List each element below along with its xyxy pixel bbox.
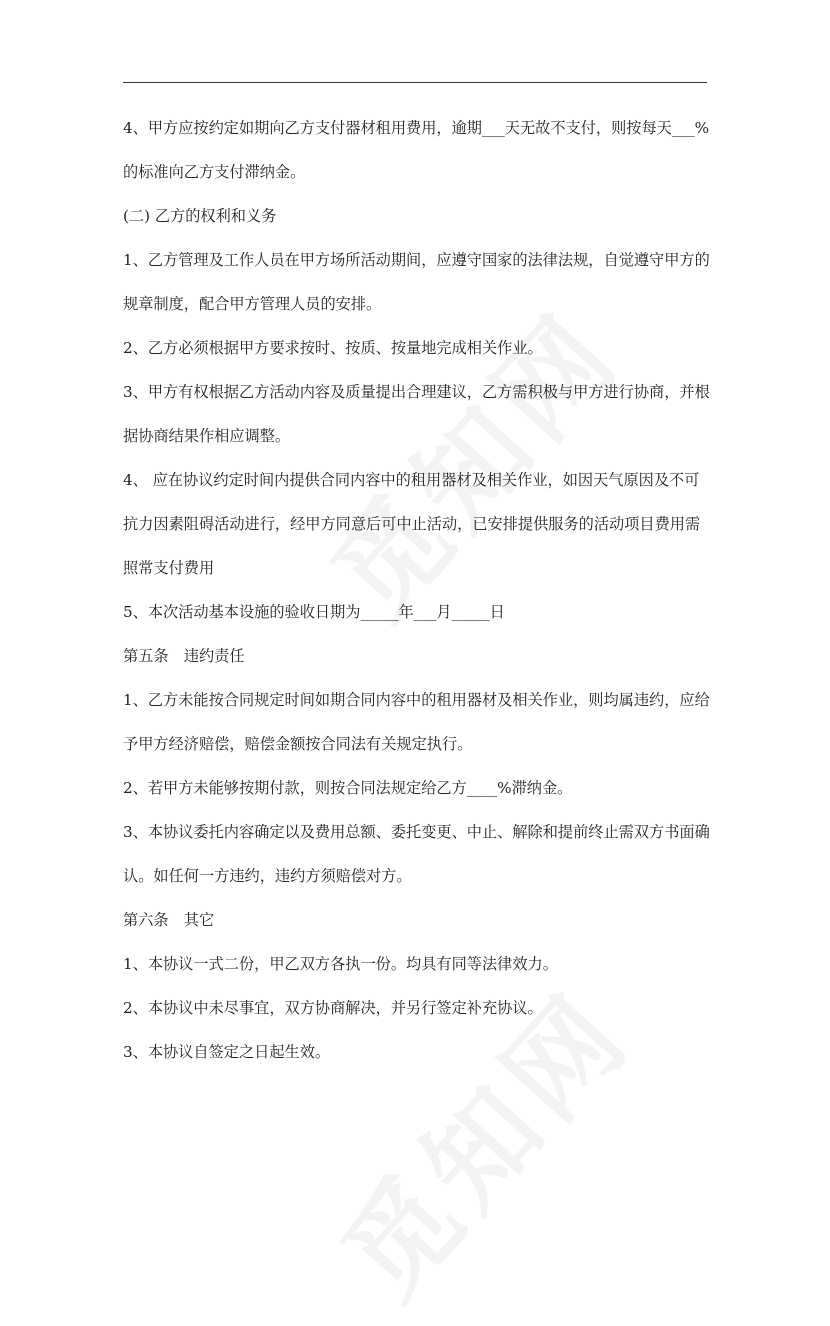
- header-rule: [123, 82, 707, 83]
- paragraph-other-1: 1、本协议一式二份，甲乙双方各执一份。均具有同等法律效力。: [123, 955, 558, 973]
- paragraph-other-3: 3、本协议自签定之日起生效。: [123, 1043, 331, 1061]
- paragraph-breach-2: 2、若甲方未能够按期付款，则按合同法规定给乙方____%滞纳金。: [123, 779, 573, 797]
- paragraph-party-b-2: 2、乙方必须根据甲方要求按时、按质、按量地完成相关作业。: [123, 339, 543, 357]
- paragraph-clause-4-payment: 4、甲方应按约定如期向乙方支付器材租用费用，逾期___天无故不支付，则按每天___%的标准向乙方支付滞纳金。: [123, 119, 710, 181]
- document-body: [123, 106, 713, 1074]
- paragraph-party-b-4: 4、 应在协议约定时间内提供合同内容中的租用器材及相关作业，如因天气原因及不可抗力因素阻碍活动进行，经甲方同意后可中止活动，已安排提供服务的活动项目费用需照常支付费用: [123, 471, 701, 577]
- article-6-heading: 第六条 其它: [123, 911, 215, 929]
- paragraph-party-b-1: 1、乙方管理及工作人员在甲方场所活动期间，应遵守国家的法律法规，自觉遵守甲方的规章制度，配合甲方管理人员的安排。: [123, 251, 710, 313]
- section-heading-party-b: (二) 乙方的权利和义务: [123, 207, 277, 225]
- paragraph-breach-1: 1、乙方未能按合同规定时间如期合同内容中的租用器材及相关作业，则均属违约，应给予甲方经济赔偿，赔偿金额按合同法有关规定执行。: [123, 691, 710, 753]
- paragraph-party-b-3: 3、甲方有权根据乙方活动内容及质量提出合理建议，乙方需积极与甲方进行协商，并根据协商结果作相应调整。: [123, 383, 710, 445]
- article-5-heading: 第五条 违约责任: [123, 647, 245, 665]
- paragraph-breach-3: 3、本协议委托内容确定以及费用总额、委托变更、中止、解除和提前终止需双方书面确认。如任何一方违约，违约方须赔偿对方。: [123, 823, 710, 885]
- paragraph-other-2: 2、本协议中未尽事宜，双方协商解决，并另行签定补充协议。: [123, 999, 543, 1017]
- paragraph-party-b-5: 5、本次活动基本设施的验收日期为_____年___月_____日: [123, 603, 505, 621]
